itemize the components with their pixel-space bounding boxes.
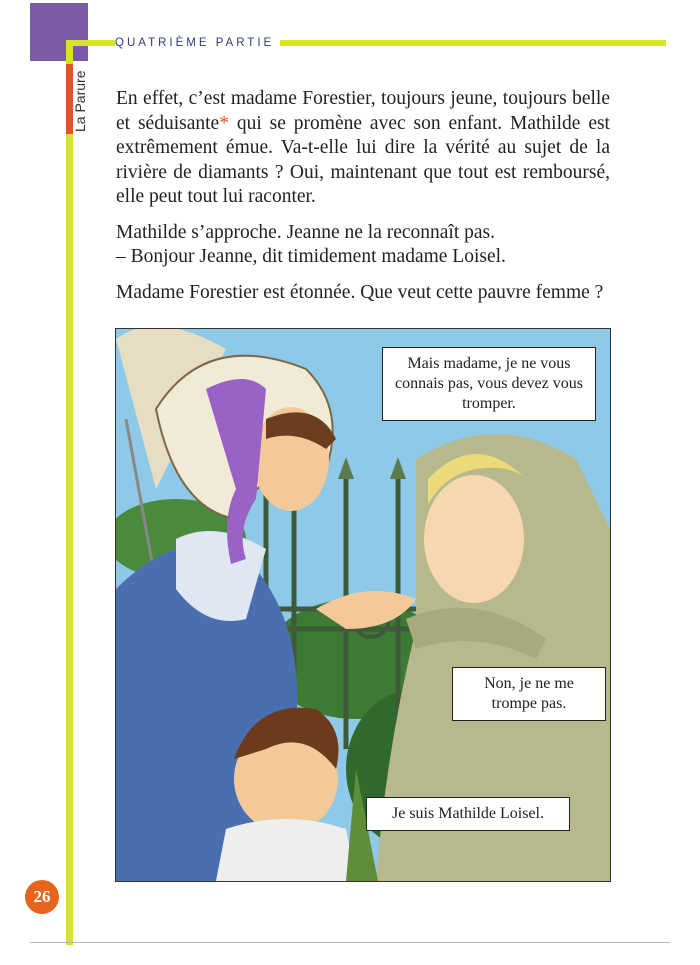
- page-number: 26: [25, 880, 59, 914]
- paragraph-1: [116, 87, 610, 210]
- book-title: La Parure: [72, 70, 88, 132]
- side-rule: [66, 40, 73, 945]
- part-label: QUATRIÈME PARTIE: [115, 37, 280, 49]
- comic-panel: [115, 328, 611, 882]
- corner-purple-block: [30, 3, 88, 61]
- paragraph-1-end: qui se promène avec son enfant. Mathilde est extrêmement émue. Va-t-elle lui dire la vérité au sujet de la rivière de diamants ? Oui, maintenant que tout est remboursé, elle peut tout lui raconter.: [116, 112, 610, 207]
- body-text: [116, 87, 610, 316]
- paragraph-2-line-2: – Bonjour Jeanne, dit timidement madame Loisel.: [116, 246, 506, 267]
- speech-bubble-forestier: Mais madame, je ne vous connais pas, vous devez vous tromper.: [382, 347, 596, 421]
- paragraph-2: [116, 221, 610, 270]
- paragraph-2-line-1: Mathilde s’approche. Jeanne ne la reconnaît pas.: [116, 221, 496, 243]
- footer-rule: [30, 942, 670, 943]
- paragraph-3: Madame Forestier est étonnée. Que veut cette pauvre femme ?: [116, 281, 604, 303]
- speech-bubble-mathilde-2: Je suis Mathilde Loisel.: [366, 797, 570, 831]
- paragraph-1-start: En effet, c’est madame Forestier, toujours jeune, toujours belle et séduisante: [116, 88, 610, 134]
- speech-bubble-mathilde-1: Non, je ne me trompe pas.: [452, 667, 606, 721]
- footnote-star: *: [219, 112, 229, 134]
